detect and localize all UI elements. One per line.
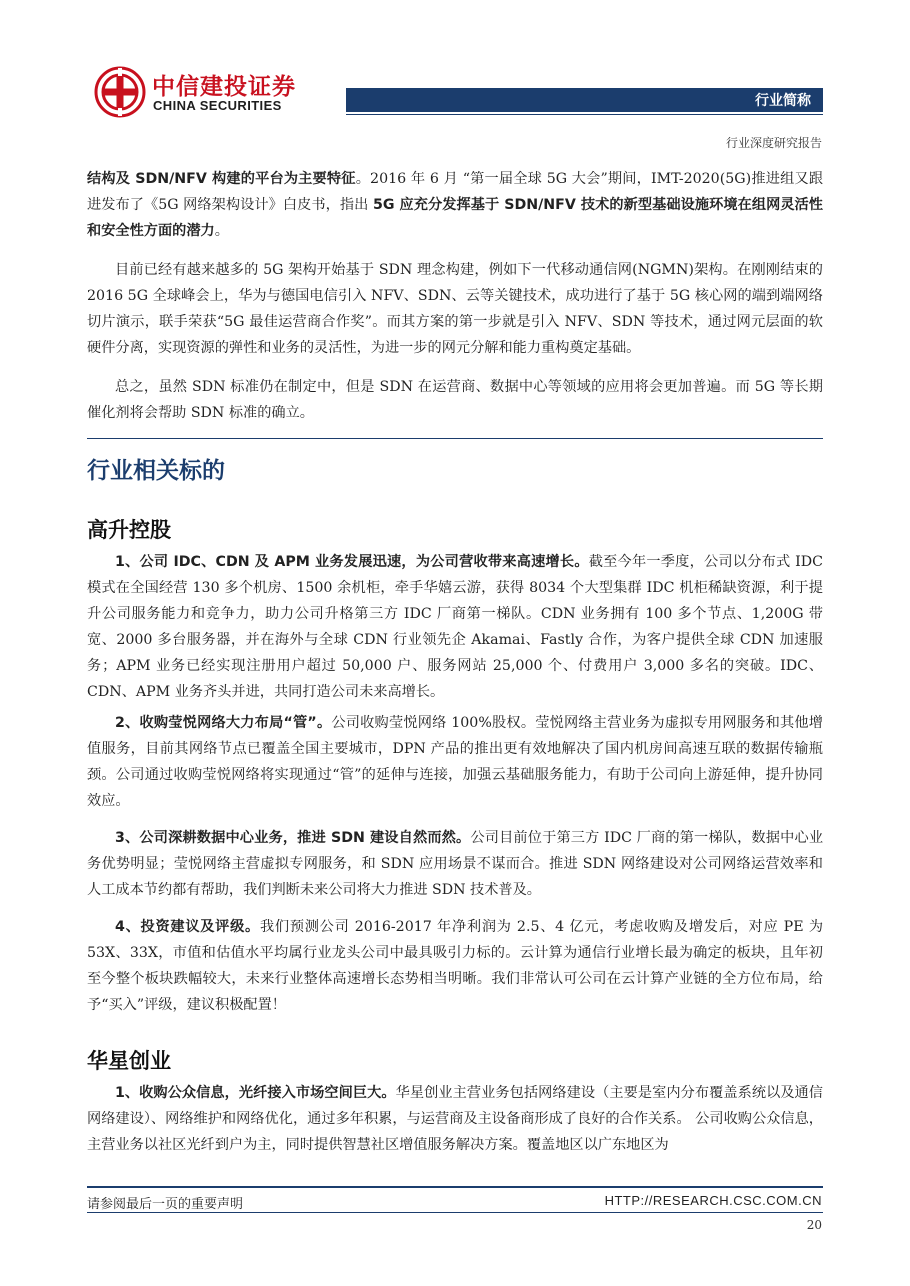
- company-title-huaxing: 华星创业: [87, 1049, 171, 1073]
- section-title: 行业相关标的: [87, 458, 225, 484]
- point-heading: 1、收购公众信息，光纤接入市场空间巨大。: [115, 1085, 396, 1101]
- section-divider: [87, 438, 823, 439]
- point-text: 我们预测公司 2016-2017 年净利润为 2.5、4 亿元，考虑收购及增发后，对应 PE 为 53X、33X，市值和估值水平均属行业龙头公司中最具吸引力标的。云计算为通信行业增长最为确定的板块，且年初至今整个板块跌幅较大，未来行业整体高速增长态势相当明晰。我们非常认可公司在云计算产业链的全方位布局，给予“买入”评级，建议积极配置！: [87, 919, 824, 1013]
- brand-name-cn: 中信建投证券: [152, 74, 296, 100]
- intro-paragraph-1: [87, 166, 823, 244]
- company-title-gaosheng: 高升控股: [87, 518, 171, 542]
- point-text: 公司目前位于第三方 IDC 厂商的第一梯队，数据中心业务优势明显；莹悦网络主营虚拟专网服务，和 SDN 应用场景不谋而合。推进 SDN 网络建设对公司网络运营效率和人工成本节约都有帮助，我们判断未来公司将大力推进 SDN 技术普及。: [87, 830, 824, 898]
- page-number: 20: [806, 1218, 822, 1232]
- point-heading: 2、收购莹悦网络大力布局“管”。: [115, 715, 332, 731]
- intro-text-1: 。2016 年 6 月 “第一届全球 5G 大会”期间，IMT-2020(5G)推进组又跟进发布了《5G 网络架构设计》白皮书，指出: [87, 171, 824, 213]
- company2-point-1: [87, 1080, 823, 1158]
- footer-divider-bottom: [87, 1212, 823, 1213]
- china-securities-logo-icon: [94, 66, 146, 118]
- point-text: 公司收购莹悦网络 100%股权。莹悦网络主营业务为虚拟专用网服务和其他增值服务，目前其网络节点已覆盖全国主要城市，DPN 产品的推出更有效地解决了国内机房间高速互联的数据传输瓶颈。公司通过收购莹悦网络将实现通过“管”的延伸与连接，加强云基础服务能力，有助于公司向上游延伸，提升协同效应。: [87, 715, 823, 809]
- research-url-link[interactable]: HTTP://RESEARCH.CSC.COM.CN: [604, 1193, 822, 1208]
- intro-bold-2: 5G 应充分发挥基于 SDN/NFV 技术的新型基础设施环境在组网灵活性和安全性方面的潜力: [87, 197, 823, 239]
- point-heading: 3、公司深耕数据中心业务，推进 SDN 建设自然而然。: [115, 830, 471, 846]
- company1-point-2: [87, 710, 823, 814]
- industry-short-name: 行业简称: [755, 93, 811, 109]
- intro-paragraph-3: 总之，虽然 SDN 标准仍在制定中，但是 SDN 在运营商、数据中心等领域的应用将会更加普遍。而 5G 等长期催化剂将会帮助 SDN 标准的确立。: [87, 379, 823, 421]
- company1-point-1: [87, 549, 823, 705]
- disclaimer-note: 请参阅最后一页的重要声明: [87, 1197, 244, 1212]
- point-text: 截至今年一季度，公司以分布式 IDC 模式在全国经营 130 多个机房、1500 余机柜，牵手华嬉云游，获得 8034 个大型集群 IDC 机柜稀缺资源，利于提升公司服务能力和竞争力，助力公司升格第三方 IDC 厂商第一梯队。CDN 业务拥有 100 多个节点、1,200G 带宽、2000 多台服务器，并在海外与全球 CDN 行业领先企 Akamai、Fastly 合作，为客户提供全球 CDN 加速服务；APM 业务已经实现注册用户超过 50,000 户、服务网站 25,000 个、付费用户 3,000 多名的突破。IDC、CDN、APM 业务齐头并进，共同打造公司未来高增长。: [87, 554, 823, 700]
- company1-point-3: [87, 825, 823, 903]
- header-bar: [346, 88, 823, 112]
- point-heading: 4、投资建议及评级。: [115, 919, 260, 935]
- intro-text-2: 。: [214, 223, 229, 239]
- point-heading: 1、公司 IDC、CDN 及 APM 业务发展迅速，为公司营收带来高速增长。: [115, 554, 589, 570]
- intro-bold-1: 结构及 SDN/NFV 构建的平台为主要特征: [87, 171, 356, 187]
- point-text: 华星创业主营业务包括网络建设（主要是室内分布覆盖系统以及通信网络建设）、网络维护和网络优化，通过多年积累，与运营商及主设备商形成了良好的合作关系。 公司收购公众信息，主营业务以社区光纤到户为主，同时提供智慧社区增值服务解决方案。覆盖地区以广东地区为: [87, 1085, 823, 1153]
- brand-name-en: CHINA SECURITIES: [153, 98, 282, 113]
- header-divider: [346, 114, 823, 115]
- report-type: 行业深度研究报告: [725, 136, 822, 150]
- company1-point-4: [87, 914, 823, 1018]
- footer-divider: [87, 1186, 823, 1188]
- intro-paragraph-2: 目前已经有越来越多的 5G 架构开始基于 SDN 理念构建，例如下一代移动通信网(NGMN)架构。在刚刚结束的 2016 5G 全球峰会上，华为与德国电信引入 NFV、SDN、云等关键技术，成功进行了基于 5G 核心网的端到端网络切片演示，联手荣获“5G 最佳运营商合作奖”。而其方案的第一步就是引入 NFV、SDN 等技术，通过网元层面的软硬件分离，实现资源的弹性和业务的灵活性，为进一步的网元分解和能力重构奠定基础。: [87, 262, 823, 356]
